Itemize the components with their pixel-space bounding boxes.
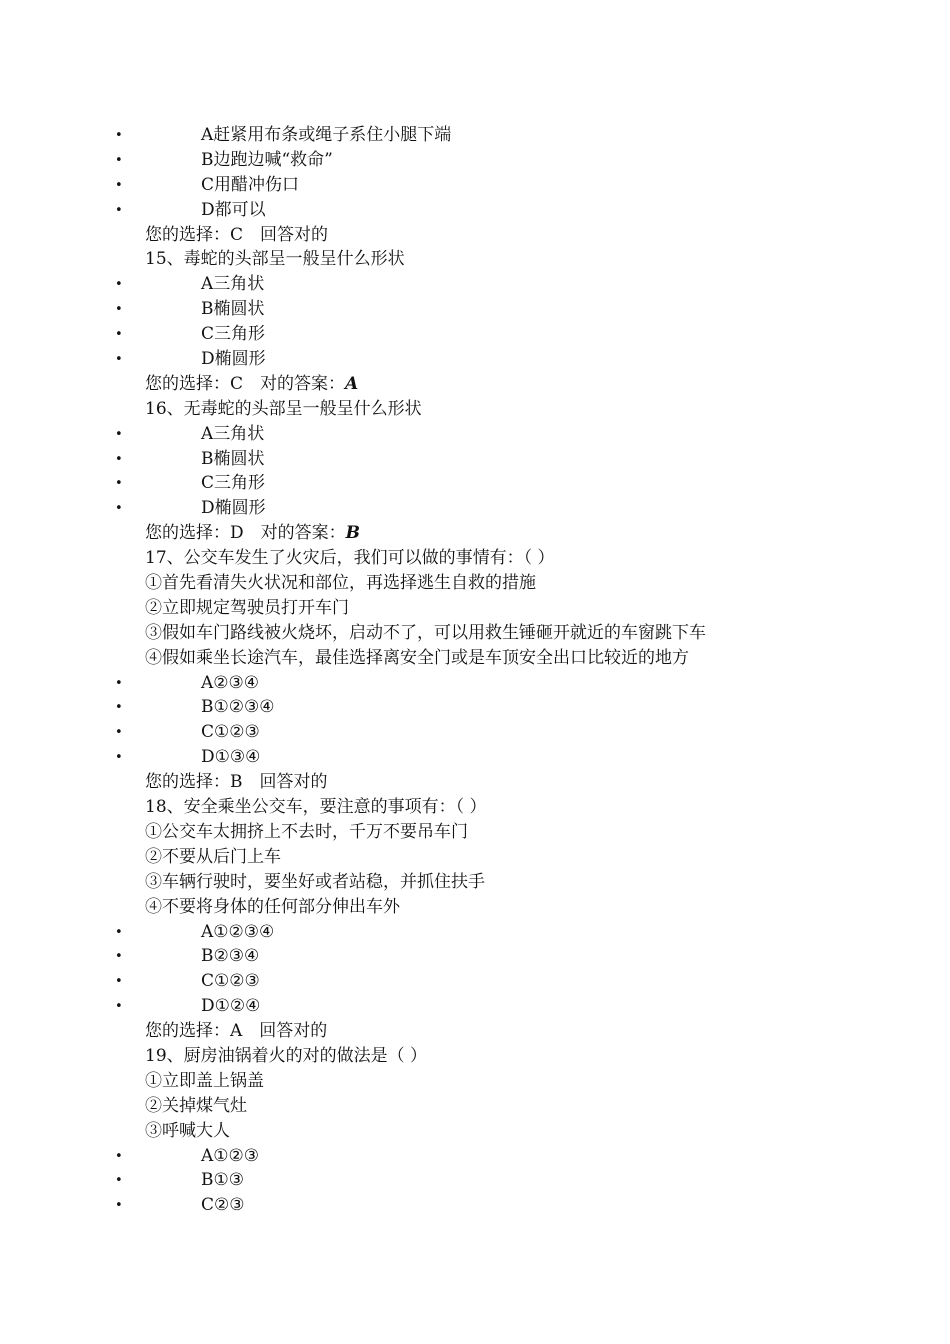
bullet-icon: • — [115, 999, 123, 1015]
statement-text-wrap — [145, 870, 485, 895]
bullet-icon: • — [115, 302, 123, 318]
answer-option — [0, 745, 950, 770]
answer-option — [0, 671, 950, 696]
statement-line — [0, 870, 950, 895]
answer-option — [0, 198, 950, 223]
bullet-icon: • — [115, 949, 123, 965]
option-text: A①②③④ — [201, 921, 275, 942]
bullet-icon: • — [115, 202, 123, 218]
statement-text-wrap — [145, 621, 706, 646]
bullet-icon: • — [115, 1198, 123, 1214]
answer-option — [0, 1144, 950, 1169]
statement-text: ②关掉煤气灶 — [145, 1095, 247, 1116]
answer-option — [0, 272, 950, 297]
option-text: C三角形 — [201, 324, 266, 345]
question-text-wrap — [145, 397, 422, 422]
option-text: A①②③ — [201, 1145, 259, 1166]
result-text-wrap — [145, 372, 358, 397]
statement-text: ①立即盖上锅盖 — [145, 1070, 264, 1091]
option-text: B①③ — [201, 1170, 244, 1191]
option-text: D①②④ — [201, 996, 261, 1017]
result-text-wrap — [145, 1019, 327, 1044]
bullet-icon: • — [115, 501, 123, 517]
bullet-icon: • — [115, 352, 123, 368]
statement-text: ④假如乘坐长途汽车，最佳选择离安全门或是车顶安全出口比较近的地方 — [145, 647, 689, 668]
bullet-icon: • — [115, 451, 123, 467]
statement-line — [0, 845, 950, 870]
result-text-wrap — [145, 521, 360, 546]
result-text: 您的选择：C 对的答案： — [145, 373, 346, 394]
answer-option — [0, 1168, 950, 1193]
option-text: C①②③ — [201, 971, 260, 992]
bullet-icon: • — [115, 675, 123, 691]
option-text: A三角状 — [201, 274, 265, 295]
bullet-icon: • — [115, 426, 123, 442]
statement-text: ①首先看清失火状况和部位，再选择逃生自救的措施 — [145, 573, 536, 594]
bullet-icon: • — [115, 725, 123, 741]
statement-line — [0, 646, 950, 671]
result-text: 您的选择：C 回答对的 — [145, 224, 329, 245]
answer-option — [0, 322, 950, 347]
statement-line — [0, 1094, 950, 1119]
option-text: B②③④ — [201, 946, 260, 967]
answer-option — [0, 496, 950, 521]
answer-option — [0, 123, 950, 148]
question-text: 18、安全乘坐公交车，要注意的事项有：（ ） — [145, 797, 487, 818]
result-text-wrap — [145, 770, 328, 795]
option-text: B边跑边喊“救命” — [201, 149, 333, 170]
option-text: A赶紧用布条或绳子系住小腿下端 — [201, 125, 452, 145]
question-title — [0, 397, 950, 422]
answer-option — [0, 422, 950, 447]
statement-line — [0, 571, 950, 596]
statement-text: ②不要从后门上车 — [145, 846, 281, 867]
correct-answer: B — [345, 523, 361, 544]
question-title — [0, 546, 950, 571]
statement-text: ③假如车门路线被火烧坏，启动不了，可以用救生锤砸开就近的车窗跳下车 — [145, 622, 706, 643]
correct-answer: A — [345, 373, 359, 394]
statement-line — [0, 596, 950, 621]
question-title — [0, 247, 950, 272]
question-text-wrap — [145, 247, 405, 272]
answer-option — [0, 944, 950, 969]
quiz-document — [0, 123, 950, 1218]
result-text-wrap — [145, 223, 328, 248]
statement-text-wrap — [145, 1069, 264, 1094]
bullet-icon: • — [115, 128, 123, 143]
statement-text: ①公交车太拥挤上不去时，千万不要吊车门 — [145, 821, 468, 842]
bullet-icon: • — [115, 924, 123, 940]
answer-option — [0, 920, 950, 945]
option-text: C①②③ — [201, 722, 260, 743]
result-line — [0, 521, 950, 546]
statement-text-wrap — [145, 845, 281, 870]
bullet-icon: • — [115, 1148, 123, 1164]
option-text: C三角形 — [201, 473, 266, 494]
answer-option — [0, 994, 950, 1019]
question-text: 19、厨房油锅着火的对的做法是（ ） — [145, 1045, 428, 1066]
answer-option — [0, 347, 950, 372]
option-text: C用醋冲伤口 — [201, 174, 300, 195]
result-text: 您的选择：A 回答对的 — [145, 1021, 328, 1042]
result-line — [0, 372, 950, 397]
question-title — [0, 1044, 950, 1069]
result-text: 您的选择：B 回答对的 — [145, 772, 328, 793]
result-line — [0, 770, 950, 795]
option-text: D①③④ — [201, 747, 261, 768]
option-text: D椭圆形 — [201, 498, 266, 519]
statement-line — [0, 1069, 950, 1094]
statement-text-wrap — [145, 820, 468, 845]
result-line — [0, 1019, 950, 1044]
statement-text: ②立即规定驾驶员打开车门 — [145, 597, 349, 618]
answer-option — [0, 471, 950, 496]
question-text: 15、毒蛇的头部呈一般呈什么形状 — [145, 249, 405, 270]
option-text: A三角状 — [201, 423, 265, 444]
statement-text-wrap — [145, 1094, 247, 1119]
option-text: B椭圆状 — [201, 448, 265, 469]
answer-option — [0, 148, 950, 173]
statement-text: ③呼喊大人 — [145, 1120, 230, 1141]
answer-option — [0, 720, 950, 745]
question-text: 17、公交车发生了火灾后，我们可以做的事情有：（ ） — [145, 548, 555, 569]
option-text: D椭圆形 — [201, 349, 266, 370]
option-text: D都可以 — [201, 199, 266, 220]
question-text: 16、无毒蛇的头部呈一般呈什么形状 — [145, 398, 422, 419]
statement-line — [0, 1119, 950, 1144]
option-text: B椭圆状 — [201, 299, 265, 320]
question-title — [0, 795, 950, 820]
answer-option — [0, 969, 950, 994]
bullet-icon: • — [115, 177, 123, 193]
statement-text-wrap — [145, 1119, 230, 1144]
bullet-icon: • — [115, 700, 123, 716]
statement-line — [0, 820, 950, 845]
bullet-icon: • — [115, 327, 123, 343]
result-line — [0, 223, 950, 248]
statement-text: ④不要将身体的任何部分伸出车外 — [145, 896, 400, 917]
bullet-icon: • — [115, 750, 123, 766]
bullet-icon: • — [115, 152, 123, 168]
statement-line — [0, 621, 950, 646]
option-text: C②③ — [201, 1195, 245, 1216]
option-text: B①②③④ — [201, 697, 275, 718]
question-text-wrap — [145, 1044, 427, 1069]
option-text: A②③④ — [201, 672, 259, 693]
bullet-icon: • — [115, 974, 123, 990]
statement-text-wrap — [145, 646, 689, 671]
statement-line — [0, 895, 950, 920]
question-text-wrap — [145, 546, 555, 571]
answer-option — [0, 173, 950, 198]
bullet-icon: • — [115, 277, 123, 293]
answer-option — [0, 447, 950, 472]
answer-option — [0, 1193, 950, 1218]
result-text: 您的选择：D 对的答案： — [145, 523, 346, 544]
answer-option — [0, 297, 950, 322]
bullet-icon: • — [115, 476, 123, 492]
bullet-icon: • — [115, 1173, 123, 1189]
statement-text-wrap — [145, 895, 400, 920]
statement-text-wrap — [145, 596, 349, 621]
question-text-wrap — [145, 795, 487, 820]
statement-text-wrap — [145, 571, 536, 596]
answer-option — [0, 695, 950, 720]
statement-text: ③车辆行驶时，要坐好或者站稳，并抓住扶手 — [145, 871, 485, 892]
